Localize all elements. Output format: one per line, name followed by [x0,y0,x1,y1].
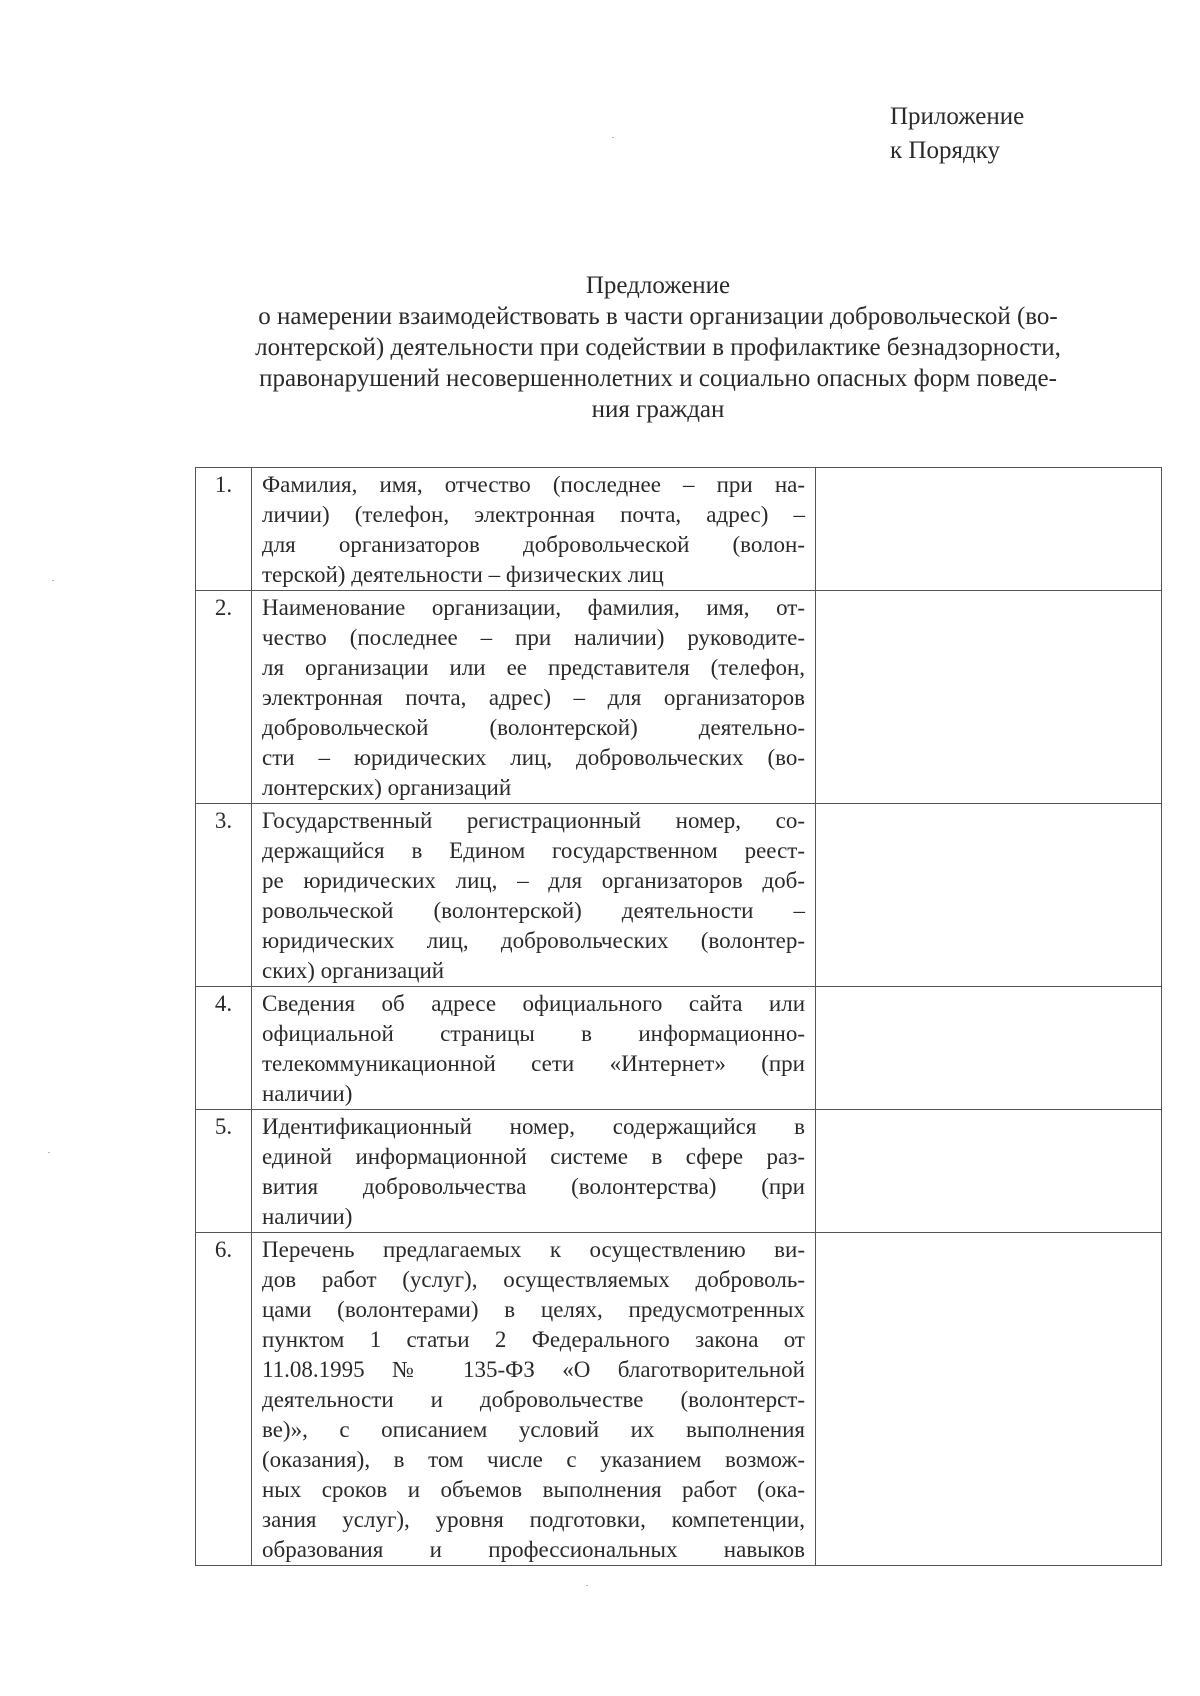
desc-line: терской) деятельности – физических лиц [262,562,664,587]
document-title [200,270,1116,425]
row-description [252,468,816,591]
desc-line: для организаторов добровольческой (волон- [262,532,805,557]
desc-line: деятельности и добровольчестве (волонтерст- [262,1387,805,1412]
desc-line: юридических лиц, добровольческих (волонтер- [262,928,805,953]
row-number: 1. [196,468,252,591]
table-row [196,804,1162,987]
desc-line: образования и профессиональных навыков [262,1537,805,1562]
desc-line: ных сроков и объемов выполнения работ (ока- [262,1477,805,1502]
title-line: правонарушений несовершеннолетних и социально опасных форм поведе- [259,365,1057,392]
desc-line: наличии) [262,1081,353,1106]
desc-line: официальной страницы в информационно- [262,1021,805,1046]
document-heading: Предложение [585,272,731,299]
row-number: 4. [196,987,252,1110]
row-description [252,1233,816,1566]
row-description [252,804,816,987]
table-row [196,1110,1162,1233]
desc-line: ских) организаций [262,958,445,983]
desc-line: (оказания), в том числе с указанием возмож- [262,1447,805,1472]
desc-line: ве)», с описанием условий их выполнения [262,1417,805,1442]
desc-line: ре юридических лиц, – для организаторов доб- [262,868,805,893]
desc-line: телекоммуникационной сети «Интернет» (при [262,1051,805,1076]
desc-line: вития добровольчества (волонтерства) (при [262,1174,805,1199]
table-row [196,468,1162,591]
desc-line: дов работ (услуг), осуществляемых доброволь- [262,1267,805,1292]
desc-line: лонтерских) организаций [262,775,512,800]
table-row [196,987,1162,1110]
desc-line: цами (волонтерами) в целях, предусмотренных [262,1297,805,1322]
desc-line: Идентификационный номер, содержащийся в [262,1114,805,1139]
desc-line: 11.08.1995 № 135-ФЗ «О благотворительной [262,1357,805,1382]
row-value-cell[interactable] [816,468,1162,591]
desc-line: Наименование организации, фамилия, имя, от- [262,595,805,620]
appendix-line-1: Приложение [890,103,1025,130]
desc-line: пунктом 1 статьи 2 Федерального закона от [262,1327,805,1352]
desc-line: держащийся в Едином государственном реест- [262,838,805,863]
desc-line: чество (последнее – при наличии) руководите- [262,625,805,650]
desc-line: электронная почта, адрес) – для организаторов [262,685,805,710]
title-line: о намерении взаимодействовать в части организации добровольческой (во- [258,303,1058,330]
row-description [252,591,816,804]
row-number: 5. [196,1110,252,1233]
title-line: ния граждан [591,396,725,423]
row-description [252,987,816,1110]
row-value-cell[interactable] [816,1233,1162,1566]
row-number: 2. [196,591,252,804]
desc-line: зания услуг), уровня подготовки, компетенции, [262,1507,805,1532]
desc-line: Государственный регистрационный номер, со- [262,808,805,833]
scan-speck [52,580,54,581]
row-number: 3. [196,804,252,987]
desc-line: добровольческой (волонтерской) деятельно- [262,715,805,740]
row-value-cell[interactable] [816,1110,1162,1233]
desc-line: ровольческой (волонтерской) деятельности – [262,898,805,923]
scan-speck [612,137,614,138]
title-line: лонтерской) деятельности при содействии в профилактике безнадзорности, [255,334,1061,361]
appendix-header [890,100,1024,168]
desc-line: ля организации или ее представителя (телефон, [262,655,805,680]
desc-line: наличии) [262,1204,353,1229]
row-value-cell[interactable] [816,804,1162,987]
desc-line: личии) (телефон, электронная почта, адрес) – [262,502,805,527]
row-description [252,1110,816,1233]
table-row [196,1233,1162,1566]
desc-line: сти – юридических лиц, добровольческих (во- [262,745,805,770]
scan-speck [586,1585,588,1586]
row-value-cell[interactable] [816,591,1162,804]
table-row [196,591,1162,804]
row-number: 6. [196,1233,252,1566]
row-value-cell[interactable] [816,987,1162,1110]
appendix-line-2: к Порядку [890,137,1000,164]
proposal-table [195,467,1162,1566]
desc-line: Перечень предлагаемых к осуществлению ви- [262,1237,805,1262]
desc-line: единой информационной системе в сфере раз- [262,1144,805,1169]
scan-speck [48,1152,50,1153]
desc-line: Сведения об адресе официального сайта или [262,991,805,1016]
desc-line: Фамилия, имя, отчество (последнее – при на- [262,472,805,497]
